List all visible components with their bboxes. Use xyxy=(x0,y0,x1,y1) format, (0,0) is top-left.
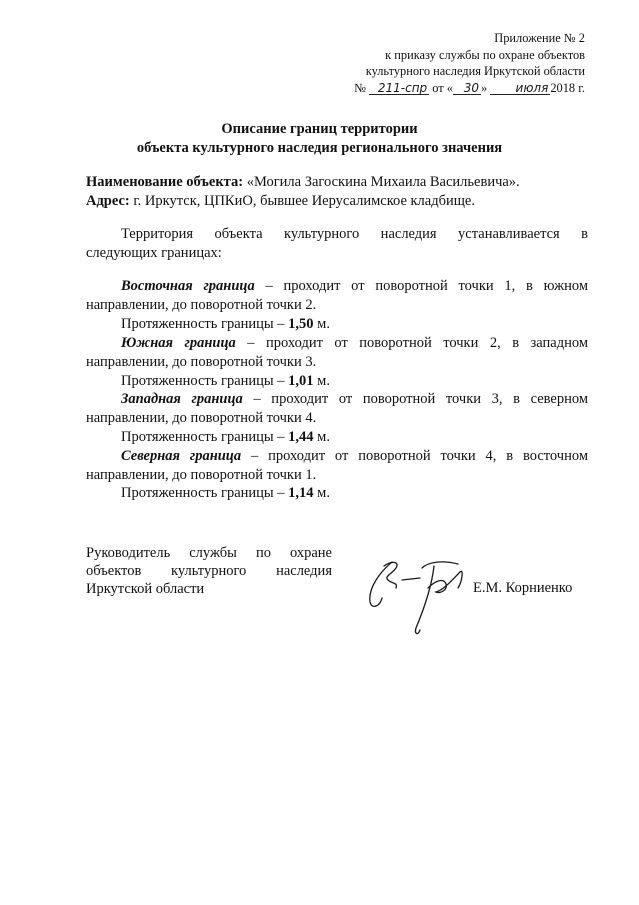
border-south-line-2: направлении, до поворотной точки 3. xyxy=(86,354,317,370)
length-label: Протяженность границы – xyxy=(121,485,285,501)
border-east-length xyxy=(121,315,588,334)
length-label: Протяженность границы – xyxy=(121,429,285,445)
appendix-header xyxy=(354,30,585,96)
border-south-line-1 xyxy=(121,334,588,353)
object-name xyxy=(86,173,588,192)
address-label: Адрес: xyxy=(86,193,130,209)
signature-title-line-1: Руководитель службы по охране xyxy=(86,545,332,561)
year: 2018 г. xyxy=(550,80,585,95)
quote-close: » xyxy=(481,80,488,95)
border-south-name: Южная граница xyxy=(121,335,236,351)
length-label: Протяженность границы – xyxy=(121,316,285,332)
length-value: 1,01 xyxy=(288,373,314,389)
border-west-line-1 xyxy=(121,390,588,409)
length-value: 1,50 xyxy=(288,316,314,332)
document-title-line-2: объекта культурного наследия регионального значения xyxy=(136,140,503,156)
length-unit: м. xyxy=(317,316,330,332)
length-unit: м. xyxy=(317,485,330,501)
signer-name: Е.М. Корниенко xyxy=(473,580,573,596)
border-east-line-2: направлении, до поворотной точки 2. xyxy=(86,297,317,313)
handwritten-signature xyxy=(362,548,477,638)
length-unit: м. xyxy=(317,429,330,445)
handwritten-order-number: 211-спр xyxy=(369,82,429,95)
appendix-line-3: культурного наследия Иркутской области xyxy=(365,64,585,78)
handwritten-day: 30 xyxy=(453,82,481,95)
length-value: 1,14 xyxy=(288,485,314,501)
border-north-line-2: направлении, до поворотной точки 1. xyxy=(86,467,317,483)
border-north-text: – проходит от поворотной точки 4, в восточном xyxy=(251,448,589,464)
appendix-line-2: к приказу службы по охране объектов xyxy=(385,47,585,62)
border-north-length xyxy=(121,484,588,503)
signature-block-title xyxy=(86,544,332,598)
border-west-length xyxy=(121,428,588,447)
length-unit: м. xyxy=(317,373,330,389)
border-south-text: – проходит от поворотной точки 2, в западном xyxy=(247,335,588,351)
intro-line-1: Территория объекта культурного наследия устанавливается в xyxy=(121,226,588,242)
border-west-line-2: направлении, до поворотной точки 4. xyxy=(86,410,317,426)
document-title-line-1: Описание границ территории xyxy=(221,121,418,137)
signature-title-line-2: объектов культурного наследия xyxy=(86,563,332,579)
object-name-value: «Могила Загоскина Михаила Васильевича». xyxy=(246,174,520,190)
border-north-line-1 xyxy=(121,447,588,466)
appendix-line-1: Приложение № 2 xyxy=(494,31,585,45)
border-east-line-1 xyxy=(121,277,588,296)
handwritten-month: июля xyxy=(490,82,550,95)
border-west-text: – проходит от поворотной точки 3, в северном xyxy=(253,391,589,407)
border-east-text: – проходит от поворотной точки 1, в южном xyxy=(265,278,589,294)
length-label: Протяженность границы – xyxy=(121,373,285,389)
from-label: от « xyxy=(432,80,454,95)
address-value: г. Иркутск, ЦПКиО, бывшее Иерусалимское кладбище. xyxy=(133,193,475,209)
length-value: 1,44 xyxy=(288,429,314,445)
object-name-label: Наименование объекта: xyxy=(86,174,244,190)
border-north-name: Северная граница xyxy=(121,448,242,464)
number-label: № xyxy=(354,80,367,95)
object-address xyxy=(86,192,588,211)
border-west-name: Западная граница xyxy=(121,391,243,407)
border-south-length xyxy=(121,372,588,391)
intro-line-2: следующих границах: xyxy=(86,245,222,261)
signature-title-line-3: Иркутской области xyxy=(86,581,205,597)
appendix-order-line xyxy=(354,80,585,97)
border-east-name: Восточная граница xyxy=(121,278,255,294)
